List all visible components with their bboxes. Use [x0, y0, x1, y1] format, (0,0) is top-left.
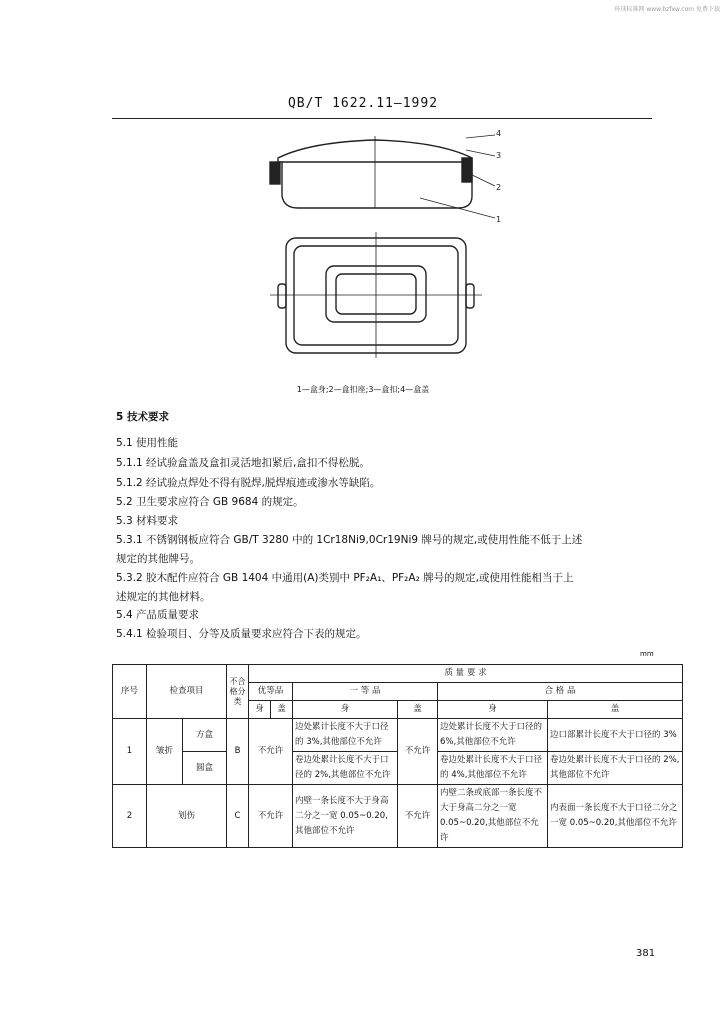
row-item: 皱折	[147, 719, 183, 785]
row-qualified-lid: 边口部累计长度不大于口径的 3%	[548, 719, 683, 752]
row-qualified-body: 卷边处累计长度不大于口径的 4%,其他部位不允许	[438, 752, 548, 785]
table-unit: mm	[640, 650, 654, 658]
row-seq: 1	[113, 719, 147, 785]
row-subitem: 方盒	[183, 719, 227, 752]
section-5-heading: 5 技术要求	[116, 411, 169, 423]
right-clip	[466, 284, 474, 308]
right-latch	[462, 158, 472, 182]
header-qualified-lid: 盖	[548, 701, 683, 719]
header-qualified-body: 身	[438, 701, 548, 719]
standard-header: QB/T 1622.11—1992	[287, 96, 439, 111]
row-item: 划伤	[147, 785, 227, 848]
header-superior-lid: 盖	[271, 701, 293, 719]
header-class: 不合格分类	[227, 665, 249, 719]
section-5-4: 5.4 产品质量要求	[116, 609, 200, 621]
row-subitem: 圆盒	[183, 752, 227, 785]
row-first-lid: 不允许	[398, 785, 438, 848]
header-first: 一 等 品	[293, 683, 438, 701]
row-class: B	[227, 719, 249, 785]
lunch-box-figure	[250, 128, 510, 368]
header-item: 检查项目	[147, 665, 227, 719]
header-quality: 质 量 要 求	[249, 665, 683, 683]
section-5-3: 5.3 材料要求	[116, 515, 179, 527]
row-qualified-lid: 卷边处累计长度不大于口径的 2%,其他部位不允许	[548, 752, 683, 785]
callout-4: 4	[496, 129, 502, 138]
header-rule	[112, 118, 652, 119]
callout-1: 1	[496, 215, 502, 224]
left-latch	[270, 162, 280, 184]
page-number: 381	[636, 948, 656, 959]
table-header-row	[113, 665, 683, 683]
header-superior-body: 身	[249, 701, 271, 719]
header-first-lid: 盖	[398, 701, 438, 719]
header-first-body: 身	[293, 701, 398, 719]
row-class: C	[227, 785, 249, 848]
row-first-body: 内壁一条长度不大于身高二分之一宽 0.05~0.20,其他部位不允许	[293, 785, 398, 848]
row-qualified-body: 边处累计长度不大于口径的 6%,其他部位不允许	[438, 719, 548, 752]
row-seq: 2	[113, 785, 147, 848]
section-5-3-1-line1: 5.3.1 不锈钢钢板应符合 GB/T 3280 中的 1Cr18Ni9,0Cr19Ni9 牌号的规定,或使用性能不低于上述	[116, 534, 583, 546]
left-clip	[278, 284, 286, 308]
section-5-1: 5.1 使用性能	[116, 437, 179, 449]
table-row	[113, 785, 683, 848]
section-5-1-2: 5.1.2 经试验点焊处不得有脱焊,脱焊痕迹或渗水等缺陷。	[116, 477, 381, 489]
section-5-3-1-line2: 规定的其他牌号。	[116, 553, 200, 565]
row-first-lid: 不允许	[398, 719, 438, 785]
row-superior: 不允许	[249, 719, 293, 785]
section-5-3-2-line1: 5.3.2 胶木配件应符合 GB 1404 中通用(A)类别中 PF₂A₁、PF₂A₂ 牌号的规定,或使用性能相当于上	[116, 572, 574, 584]
header-superior: 优等品	[249, 683, 293, 701]
header-seq: 序号	[113, 665, 147, 719]
section-5-3-2-line2: 述规定的其他材料。	[116, 591, 211, 603]
row-qualified-body: 内壁二条或底部一条长度不大于身高二分之一宽 0.05~0.20,其他部位不允许	[438, 785, 548, 848]
row-first-body: 边处累计长度不大于口径的 3%,其他部位不允许	[293, 719, 398, 752]
row-qualified-lid: 内表面一条长度不大于口径二分之一宽 0.05~0.20,其他部位不允许	[548, 785, 683, 848]
section-5-2: 5.2 卫生要求应符合 GB 9684 的规定。	[116, 496, 304, 508]
row-first-body: 卷边处累计长度不大于口径的 2%,其他部位不允许	[293, 752, 398, 785]
figure-caption: 1—盒身;2—盒扣座;3—盒扣;4—盒盖	[296, 385, 430, 394]
callout-3: 3	[496, 151, 502, 160]
section-5-4-1: 5.4.1 检验项目、分等及质量要求应符合下表的规定。	[116, 628, 367, 640]
header-qualified: 合 格 品	[438, 683, 683, 701]
callout-2: 2	[496, 183, 502, 192]
row-superior: 不允许	[249, 785, 293, 848]
watermark: 环球标准网 www.bzfxw.com 免费下载	[614, 6, 720, 13]
quality-table	[112, 664, 683, 848]
section-5-1-1: 5.1.1 经试验盒盖及盒扣灵活地扣紧后,盒扣不得松脱。	[116, 457, 370, 469]
box-body-outline	[282, 162, 472, 208]
table-row	[113, 719, 683, 752]
